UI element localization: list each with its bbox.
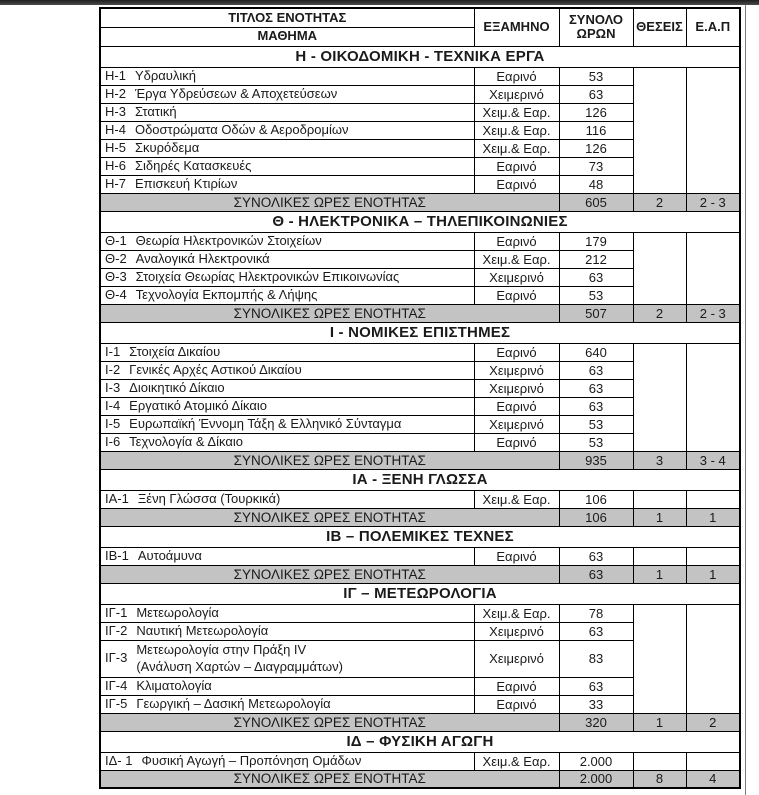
course-name: Ναυτική Μετεωρολογία <box>136 622 269 638</box>
course-semester: Εαρινό <box>474 67 559 85</box>
course-hours: 63 <box>559 677 633 695</box>
course-code: ΙΓ-4 <box>105 677 128 693</box>
course-title-cell <box>100 604 474 622</box>
course-name: Αναλογικά Ηλεκτρονικά <box>135 250 270 266</box>
course-title-cell <box>100 622 474 640</box>
course-table-body <box>100 46 740 788</box>
table-header-row-1 <box>100 8 740 27</box>
section-totals-row <box>100 508 740 526</box>
course-title <box>101 176 474 192</box>
section-total-positions: 3 <box>633 451 686 469</box>
course-hours: 48 <box>559 175 633 193</box>
section-title: ΙΒ – ΠΟΛΕΜΙΚΕΣ ΤΕΧΝΕΣ <box>100 526 740 547</box>
course-hours: 212 <box>559 250 633 268</box>
course-name: Μετεωρολογία <box>136 604 219 620</box>
course-code: ΙΓ-1 <box>105 604 128 620</box>
course-semester: Εαρινό <box>474 343 559 361</box>
section-title: Ι - ΝΟΜΙΚΕΣ ΕΠΙΣΤΗΜΕΣ <box>100 322 740 343</box>
course-code: Ι-1 <box>105 343 121 359</box>
course-semester: Εαρινό <box>474 175 559 193</box>
section-total-positions: 8 <box>633 770 686 788</box>
course-name: Έργα Υδρεύσεων & Αποχετεύσεων <box>134 85 338 101</box>
course-title-cell <box>100 640 474 677</box>
course-title <box>101 416 474 432</box>
section-total-eap: 3 - 4 <box>686 451 740 469</box>
course-title-cell <box>100 379 474 397</box>
course-title-cell <box>100 67 474 85</box>
course-code: ΙΑ-1 <box>105 490 129 506</box>
course-name: Διοικητικό Δίκαιο <box>129 379 225 395</box>
course-hours: 63 <box>559 361 633 379</box>
col-header-eap: Ε.Α.Π <box>686 8 740 46</box>
course-code: Ι-3 <box>105 379 121 395</box>
section-title: ΙΔ – ΦΥΣΙΚΗ ΑΓΩΓΗ <box>100 731 740 752</box>
section-positions-spacer-cell <box>633 604 686 713</box>
course-code: ΙΔ- 1 <box>105 752 133 768</box>
col-header-positions: ΘΕΣΕΙΣ <box>633 8 686 46</box>
course-name: Οδοστρώματα Οδών & Αεροδρομίων <box>134 121 349 137</box>
course-title <box>101 678 474 694</box>
section-title: Θ - ΗΛΕΚΤΡΟΝΙΚΑ – ΤΗΛΕΠΙΚΟΙΝΩΝΙΕΣ <box>100 211 740 232</box>
section-totals-row <box>100 304 740 322</box>
course-code: Η-5 <box>105 139 126 155</box>
course-code: Η-4 <box>105 121 126 137</box>
section-row <box>100 526 740 547</box>
course-code: Ι-5 <box>105 415 121 431</box>
section-row <box>100 731 740 752</box>
course-title <box>101 104 474 120</box>
section-total-hours: 106 <box>559 508 633 526</box>
course-title <box>101 233 474 249</box>
section-eap-spacer-cell <box>686 604 740 713</box>
section-total-eap: 2 <box>686 713 740 731</box>
course-code: Ι-6 <box>105 433 121 449</box>
course-title-cell <box>100 139 474 157</box>
section-positions-spacer-cell <box>633 343 686 451</box>
course-title-cell <box>100 103 474 121</box>
course-semester: Χειμ.& Εαρ. <box>474 250 559 268</box>
section-title: ΙΑ - ΞΕΝΗ ΓΛΩΣΣΑ <box>100 469 740 490</box>
course-name: Ξένη Γλώσσα (Τουρκικά) <box>137 490 281 506</box>
course-hours: 106 <box>559 490 633 508</box>
course-row <box>100 343 740 361</box>
col-header-total-hours <box>559 8 633 46</box>
section-total-eap: 2 - 3 <box>686 304 740 322</box>
section-total-hours: 507 <box>559 304 633 322</box>
course-name: Τεχνολογία & Δίκαιο <box>129 433 243 449</box>
course-hours: 63 <box>559 622 633 640</box>
section-positions-spacer-cell <box>633 752 686 770</box>
course-title-cell <box>100 85 474 103</box>
course-semester: Χειμερινό <box>474 622 559 640</box>
course-row <box>100 490 740 508</box>
course-code: ΙΒ-1 <box>105 547 129 563</box>
course-semester: Χειμ.& Εαρ. <box>474 103 559 121</box>
course-title-cell <box>100 752 474 770</box>
course-name: Εργατικό Ατομικό Δίκαιο <box>129 397 267 413</box>
section-row <box>100 322 740 343</box>
course-semester: Εαρινό <box>474 157 559 175</box>
course-semester: Εαρινό <box>474 547 559 565</box>
section-total-eap: 1 <box>686 508 740 526</box>
section-total-positions: 1 <box>633 713 686 731</box>
col-header-total-hours-line2: ΩΡΩΝ <box>576 26 616 42</box>
course-title-cell <box>100 490 474 508</box>
course-hours: 53 <box>559 415 633 433</box>
course-title <box>101 251 474 267</box>
course-hours: 53 <box>559 67 633 85</box>
course-code: Η-6 <box>105 157 126 173</box>
course-code: Ι-4 <box>105 397 121 413</box>
course-title-cell <box>100 157 474 175</box>
section-totals-label: ΣΥΝΟΛΙΚΕΣ ΩΡΕΣ ΕΝΟΤΗΤΑΣ <box>100 451 559 469</box>
course-code: Η-2 <box>105 85 126 101</box>
course-semester: Εαρινό <box>474 695 559 713</box>
section-total-positions: 1 <box>633 565 686 583</box>
section-positions-spacer-cell <box>633 67 686 193</box>
course-hours: 63 <box>559 268 633 286</box>
course-row <box>100 604 740 622</box>
section-totals-label: ΣΥΝΟΛΙΚΕΣ ΩΡΕΣ ΕΝΟΤΗΤΑΣ <box>100 508 559 526</box>
course-semester: Χειμερινό <box>474 379 559 397</box>
course-title-cell <box>100 286 474 304</box>
section-eap-spacer-cell <box>686 752 740 770</box>
course-title-cell <box>100 677 474 695</box>
course-title <box>101 344 474 360</box>
course-name: Ευρωπαϊκή Έννομη Τάξη & Ελληνικό Σύνταγμα <box>129 415 402 431</box>
section-total-eap: 1 <box>686 565 740 583</box>
course-title <box>101 642 474 675</box>
course-name: Υδραυλική <box>134 67 196 83</box>
section-total-hours: 63 <box>559 565 633 583</box>
course-hours: 63 <box>559 85 633 103</box>
course-semester: Χειμ.& Εαρ. <box>474 604 559 622</box>
course-hours: 640 <box>559 343 633 361</box>
section-totals-label: ΣΥΝΟΛΙΚΕΣ ΩΡΕΣ ΕΝΟΤΗΤΑΣ <box>100 193 559 211</box>
section-totals-label: ΣΥΝΟΛΙΚΕΣ ΩΡΕΣ ΕΝΟΤΗΤΑΣ <box>100 770 559 788</box>
section-positions-spacer-cell <box>633 547 686 565</box>
course-title-cell <box>100 268 474 286</box>
section-row <box>100 46 740 67</box>
course-name: Σιδηρές Κατασκευές <box>134 157 252 173</box>
course-title <box>101 548 474 564</box>
course-title <box>101 68 474 84</box>
course-title-cell <box>100 397 474 415</box>
course-name: Γεωργική – Δασική Μετεωρολογία <box>136 695 331 711</box>
page-top-scan-bar <box>0 0 759 5</box>
section-totals-row <box>100 193 740 211</box>
page-edge-line <box>745 5 746 795</box>
course-row <box>100 547 740 565</box>
course-code: ΙΓ-3 <box>105 650 128 666</box>
course-title <box>101 398 474 414</box>
section-positions-spacer-cell <box>633 490 686 508</box>
course-name: Σκυρόδεμα <box>134 139 200 155</box>
col-header-section-title: ΤΙΤΛΟΣ ΕΝΟΤΗΤΑΣ <box>100 8 474 27</box>
course-code: Θ-3 <box>105 268 127 284</box>
course-title-cell <box>100 433 474 451</box>
section-eap-spacer-cell <box>686 547 740 565</box>
course-row <box>100 67 740 85</box>
course-name: Τεχνολογία Εκπομπής & Λήψης <box>135 286 318 302</box>
course-hours: 63 <box>559 379 633 397</box>
course-hours: 53 <box>559 286 633 304</box>
section-total-eap: 2 - 3 <box>686 193 740 211</box>
course-title-cell <box>100 232 474 250</box>
course-code: Θ-2 <box>105 250 127 266</box>
course-title <box>101 86 474 102</box>
section-row <box>100 211 740 232</box>
course-title <box>101 140 474 156</box>
course-code: ΙΓ-5 <box>105 695 128 711</box>
section-totals-row <box>100 565 740 583</box>
course-code: Η-1 <box>105 67 126 83</box>
course-name: Μετεωρολογία στην Πράξη IV (Ανάλυση Χαρτών – Διαγραμμάτων) <box>136 642 343 674</box>
section-row <box>100 469 740 490</box>
course-title-cell <box>100 415 474 433</box>
course-title <box>101 623 474 639</box>
course-title <box>101 753 474 769</box>
section-total-hours: 935 <box>559 451 633 469</box>
course-semester: Εαρινό <box>474 433 559 451</box>
course-name: Στοιχεία Θεωρίας Ηλεκτρονικών Επικοινωνίας <box>135 268 400 284</box>
section-title: Η - ΟΙΚΟΔΟΜΙΚΗ - ΤΕΧΝΙΚΑ ΕΡΓΑ <box>100 46 740 67</box>
course-code: Ι-2 <box>105 361 121 377</box>
section-total-hours: 605 <box>559 193 633 211</box>
course-hours: 63 <box>559 397 633 415</box>
course-code: Η-3 <box>105 103 126 119</box>
course-title-cell <box>100 361 474 379</box>
course-title <box>101 434 474 450</box>
course-title <box>101 380 474 396</box>
col-header-total-hours-line1: ΣΥΝΟΛΟ <box>568 11 624 27</box>
course-semester: Χειμ.& Εαρ. <box>474 752 559 770</box>
course-row <box>100 752 740 770</box>
course-code: Θ-1 <box>105 232 127 248</box>
course-title <box>101 158 474 174</box>
course-title <box>101 491 474 507</box>
course-semester: Εαρινό <box>474 397 559 415</box>
section-total-positions: 2 <box>633 304 686 322</box>
section-total-positions: 2 <box>633 193 686 211</box>
course-semester: Εαρινό <box>474 677 559 695</box>
section-eap-spacer-cell <box>686 232 740 304</box>
course-row <box>100 232 740 250</box>
course-name: Γενικές Αρχές Αστικού Δικαίου <box>129 361 302 377</box>
col-header-course: ΜΑΘΗΜΑ <box>100 27 474 46</box>
section-totals-row <box>100 770 740 788</box>
course-title-cell <box>100 250 474 268</box>
course-semester: Χειμ.& Εαρ. <box>474 490 559 508</box>
course-title-cell <box>100 547 474 565</box>
course-hours: 63 <box>559 547 633 565</box>
section-total-hours: 2.000 <box>559 770 633 788</box>
course-hours: 126 <box>559 103 633 121</box>
course-semester: Χειμερινό <box>474 361 559 379</box>
section-totals-row <box>100 451 740 469</box>
course-name: Επισκευή Κτιρίων <box>134 175 238 191</box>
section-row <box>100 583 740 604</box>
section-total-eap: 4 <box>686 770 740 788</box>
section-totals-row <box>100 713 740 731</box>
section-eap-spacer-cell <box>686 343 740 451</box>
course-semester: Εαρινό <box>474 232 559 250</box>
section-total-positions: 1 <box>633 508 686 526</box>
course-semester: Χειμερινό <box>474 640 559 677</box>
course-semester: Χειμερινό <box>474 415 559 433</box>
course-hours: 126 <box>559 139 633 157</box>
course-hours: 83 <box>559 640 633 677</box>
course-title <box>101 287 474 303</box>
course-title-cell <box>100 343 474 361</box>
course-hours: 179 <box>559 232 633 250</box>
course-hours: 73 <box>559 157 633 175</box>
course-hours: 116 <box>559 121 633 139</box>
course-semester: Χειμ.& Εαρ. <box>474 121 559 139</box>
section-eap-spacer-cell <box>686 67 740 193</box>
section-eap-spacer-cell <box>686 490 740 508</box>
course-hours: 33 <box>559 695 633 713</box>
course-title <box>101 122 474 138</box>
course-name: Φυσική Αγωγή – Προπόνηση Ομάδων <box>141 752 362 768</box>
course-name: Θεωρία Ηλεκτρονικών Στοιχείων <box>135 232 322 248</box>
curriculum-table <box>99 7 741 789</box>
course-semester: Χειμ.& Εαρ. <box>474 139 559 157</box>
section-totals-label: ΣΥΝΟΛΙΚΕΣ ΩΡΕΣ ΕΝΟΤΗΤΑΣ <box>100 304 559 322</box>
course-hours: 2.000 <box>559 752 633 770</box>
section-title: ΙΓ – ΜΕΤΕΩΡΟΛΟΓΙΑ <box>100 583 740 604</box>
section-positions-spacer-cell <box>633 232 686 304</box>
course-name: Στοιχεία Δικαίου <box>129 343 221 359</box>
section-total-hours: 320 <box>559 713 633 731</box>
course-name: Στατική <box>134 103 177 119</box>
course-code: ΙΓ-2 <box>105 622 128 638</box>
col-header-semester: ΕΞΑΜΗΝΟ <box>474 8 559 46</box>
course-hours: 53 <box>559 433 633 451</box>
course-name: Αυτοάμυνα <box>137 547 202 563</box>
course-title <box>101 269 474 285</box>
course-code: Θ-4 <box>105 286 127 302</box>
course-semester: Χειμερινό <box>474 85 559 103</box>
course-code: Η-7 <box>105 175 126 191</box>
course-semester: Εαρινό <box>474 286 559 304</box>
section-totals-label: ΣΥΝΟΛΙΚΕΣ ΩΡΕΣ ΕΝΟΤΗΤΑΣ <box>100 713 559 731</box>
course-hours: 78 <box>559 604 633 622</box>
course-title-cell <box>100 121 474 139</box>
course-title <box>101 362 474 378</box>
course-title-cell <box>100 175 474 193</box>
course-title-cell <box>100 695 474 713</box>
course-title <box>101 605 474 621</box>
section-totals-label: ΣΥΝΟΛΙΚΕΣ ΩΡΕΣ ΕΝΟΤΗΤΑΣ <box>100 565 559 583</box>
course-name: Κλιματολογία <box>136 677 212 693</box>
course-semester: Χειμερινό <box>474 268 559 286</box>
course-title <box>101 696 474 712</box>
